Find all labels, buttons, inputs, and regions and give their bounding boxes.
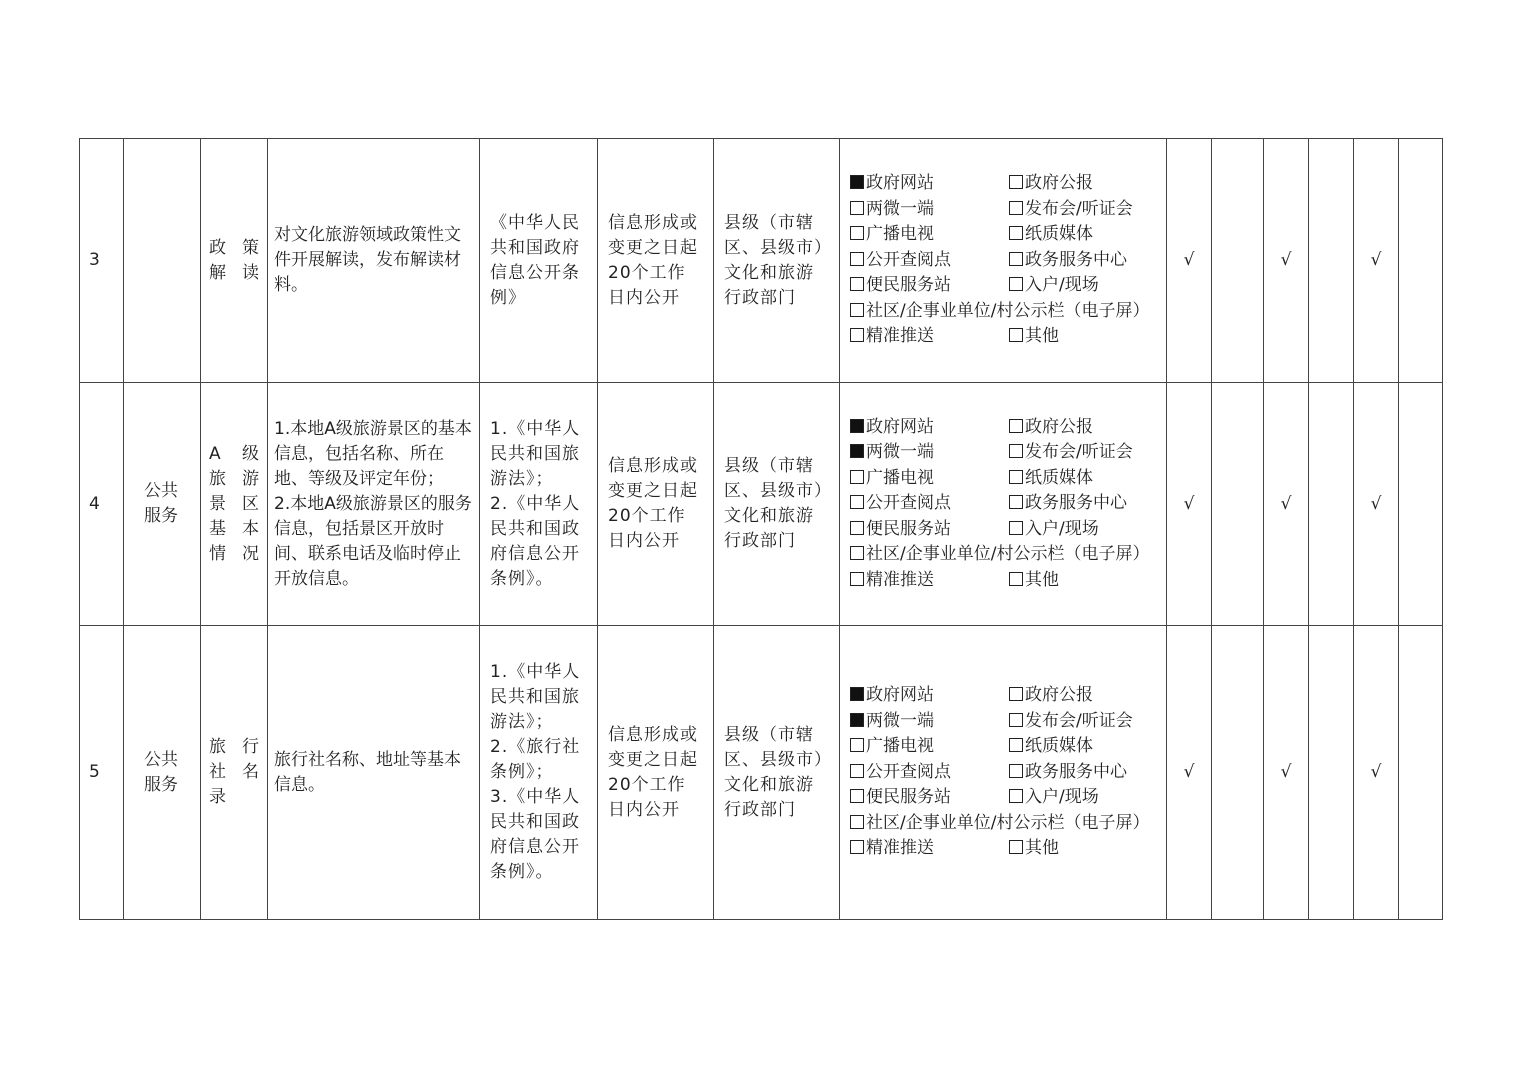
channel-option-gov-gazette [1009,683,1158,709]
channel-label: 入户/现场 [1024,787,1099,808]
channel-option-other [1009,568,1158,594]
channel-row [850,491,1158,517]
timing-cell: 信息形成或变更之日起20个工作日内公开 [598,383,714,626]
channel-label: 发布会/听证会 [1024,442,1133,463]
channel-label: 政务服务中心 [1024,249,1127,270]
checkbox-icon [850,277,864,291]
channel-option-public-read [850,491,1009,517]
table-row [80,626,1443,920]
channel-row [850,324,1158,350]
checkbox-icon [1009,470,1023,484]
channel-option-precise-push [850,836,1009,862]
subject-cell: 县级（市辖区、县级市）文化和旅游行政部门 [714,139,840,383]
category-cell [124,139,201,383]
channel-option-door-to-door [1009,517,1158,543]
check-mark [1399,139,1443,383]
channel-option-gov-site [850,415,1009,441]
channel-option-press-conf [1009,709,1158,735]
channel-label: 便民服务站 [866,275,951,296]
checkbox-icon [850,572,864,586]
channel-label: 精准推送 [866,326,934,347]
channel-option-service-station [850,517,1009,543]
channel-label: 入户/现场 [1024,518,1099,539]
channel-label: 政务服务中心 [1024,761,1127,782]
item-name-line: 解读 [209,262,259,283]
checkbox-icon [850,495,864,509]
channel-option-two-micro [850,709,1009,735]
checkbox-icon [850,303,864,317]
channel-option-service-station [850,273,1009,299]
disclosure-table [79,138,1443,920]
basis-cell: 《中华人民共和国政府信息公开条例》 [480,139,598,383]
item-name-line: 政 策 [209,237,259,258]
channel-row [850,466,1158,492]
checkbox-icon [1009,713,1023,727]
channel-option-gov-site [850,683,1009,709]
seq-cell: 3 [80,139,124,383]
checkbox-icon [1009,521,1023,535]
check-mark [1399,383,1443,626]
channel-label: 政府网站 [866,416,934,437]
channel-label: 社区/企事业单位/村公示栏（电子屏） [866,812,1150,833]
channel-label: 发布会/听证会 [1024,710,1133,731]
channel-label: 政府网站 [866,685,934,706]
checkbox-icon [850,738,864,752]
channel-label: 政务服务中心 [1024,493,1127,514]
check-mark [1399,626,1443,920]
item-name-line: 旅 行 [209,737,259,757]
check-mark [1309,139,1354,383]
channel-row [850,440,1158,466]
item-name-line: 情况 [209,543,259,564]
check-mark [1212,139,1264,383]
channel-label: 社区/企事业单位/村公示栏（电子屏） [866,544,1150,565]
channel-row [850,273,1158,299]
category-text: 公共服务 [144,481,178,526]
channel-label: 便民服务站 [866,518,951,539]
checkbox-icon [1009,252,1023,266]
channel-label: 其他 [1024,838,1059,859]
channel-label: 政府公报 [1024,685,1093,706]
table-row [80,383,1443,626]
channel-row [850,171,1158,197]
channel-row [850,811,1158,837]
checked-box-icon [850,419,864,433]
channel-option-print-media [1009,466,1158,492]
channel-option-service-center [1009,760,1158,786]
channel-option-press-conf [1009,440,1158,466]
channel-option-press-conf [1009,197,1158,223]
check-mark [1212,626,1264,920]
checkbox-icon [850,470,864,484]
check-mark [1212,383,1264,626]
channel-row [850,734,1158,760]
channel-option-two-micro [850,440,1009,466]
item-name-line: 景 区 [209,493,259,514]
channel-row [850,415,1158,441]
channel-label: 社区/企事业单位/村公示栏（电子屏） [866,300,1150,321]
seq-cell: 4 [80,383,124,626]
channel-option-other [1009,324,1158,350]
check-mark [1309,383,1354,626]
channel-option-print-media [1009,734,1158,760]
channel-label: 纸质媒体 [1024,467,1093,488]
channel-option-broadcast [850,222,1009,248]
channel-label: 广播电视 [866,736,934,757]
channel-label: 精准推送 [866,569,934,590]
channel-option-broadcast [850,734,1009,760]
subject-cell: 县级（市辖区、县级市）文化和旅游行政部门 [714,626,840,920]
checkbox-icon [1009,444,1023,458]
channel-row [850,709,1158,735]
channel-row [850,248,1158,274]
checkbox-icon [1009,419,1023,433]
channel-label: 其他 [1024,569,1059,590]
checkbox-icon [850,201,864,215]
content-cell: 旅行社名称、地址等基本信息。 [268,626,480,920]
channel-option-community [850,299,1149,325]
item-name-line: 基 本 [209,518,259,539]
channel-label: 广播电视 [866,224,934,245]
basis-cell: 1.《中华人民共和国旅游法》； 2.《旅行社条例》； 3.《中华人民共和国政府信息公开条例》。 [480,626,598,920]
channel-row [850,517,1158,543]
channel-label: 入户/现场 [1024,275,1099,296]
channel-label: 两微一端 [866,710,934,731]
subject-cell: 县级（市辖区、县级市）文化和旅游行政部门 [714,383,840,626]
channel-option-gov-gazette [1009,171,1158,197]
channel-label: 两微一端 [866,442,934,463]
check-mark: √ [1354,139,1399,383]
check-mark: √ [1264,626,1309,920]
channel-label: 其他 [1024,326,1059,347]
channel-label: 政府网站 [866,173,934,194]
item-name-line: A 级 [209,443,259,464]
channel-label: 政府公报 [1024,173,1093,194]
channel-option-other [1009,836,1158,862]
channel-label: 纸质媒体 [1024,224,1093,245]
channel-row [850,542,1158,568]
channel-label: 发布会/听证会 [1024,198,1133,219]
checkbox-icon [850,521,864,535]
checked-box-icon [850,444,864,458]
check-mark: √ [1167,626,1212,920]
check-mark: √ [1167,383,1212,626]
check-mark: √ [1354,383,1399,626]
channel-option-service-station [850,785,1009,811]
check-mark [1309,626,1354,920]
timing-cell: 信息形成或变更之日起20个工作日内公开 [598,626,714,920]
channel-option-two-micro [850,197,1009,223]
category-cell [124,383,201,626]
checkbox-icon [1009,226,1023,240]
item-name-cell [201,383,268,626]
checkbox-icon [850,764,864,778]
channel-option-gov-site [850,171,1009,197]
check-mark: √ [1264,139,1309,383]
channel-row [850,785,1158,811]
checkbox-icon [1009,201,1023,215]
checkbox-icon [850,840,864,854]
channel-row [850,299,1158,325]
checkbox-icon [1009,495,1023,509]
checkbox-icon [1009,687,1023,701]
checked-box-icon [850,713,864,727]
checkbox-icon [1009,738,1023,752]
checkbox-icon [850,226,864,240]
channel-option-broadcast [850,466,1009,492]
check-mark: √ [1354,626,1399,920]
channels-cell [840,383,1167,626]
channel-option-public-read [850,760,1009,786]
channel-option-precise-push [850,568,1009,594]
channels-cell [840,626,1167,920]
channel-row [850,197,1158,223]
channel-option-service-center [1009,248,1158,274]
channel-option-public-read [850,248,1009,274]
channel-option-gov-gazette [1009,415,1158,441]
basis-cell: 1.《中华人民共和国旅游法》； 2.《中华人民共和国政府信息公开条例》。 [480,383,598,626]
checkbox-icon [850,252,864,266]
item-name-line: 旅 游 [209,468,259,489]
checkbox-icon [1009,277,1023,291]
channel-row [850,683,1158,709]
channel-row [850,836,1158,862]
checkbox-icon [1009,328,1023,342]
checked-box-icon [850,175,864,189]
item-name-line: 录 [209,787,226,807]
channel-option-community [850,811,1149,837]
channel-option-service-center [1009,491,1158,517]
channel-label: 精准推送 [866,838,934,859]
channel-row [850,222,1158,248]
category-cell [124,626,201,920]
channel-label: 广播电视 [866,467,934,488]
item-name-line: 社 名 [209,762,259,782]
checkbox-icon [850,546,864,560]
channel-label: 纸质媒体 [1024,736,1093,757]
channel-option-print-media [1009,222,1158,248]
channels-cell [840,139,1167,383]
checkbox-icon [1009,764,1023,778]
category-text: 公共服务 [144,749,178,795]
channel-row [850,760,1158,786]
checkbox-icon [1009,572,1023,586]
channel-label: 两微一端 [866,198,934,219]
channel-label: 公开查阅点 [866,761,951,782]
channel-row [850,568,1158,594]
channel-label: 公开查阅点 [866,493,951,514]
seq-cell: 5 [80,626,124,920]
checked-box-icon [850,687,864,701]
channel-label: 公开查阅点 [866,249,951,270]
checkbox-icon [850,328,864,342]
check-mark: √ [1167,139,1212,383]
channel-option-community [850,542,1149,568]
channel-option-precise-push [850,324,1009,350]
checkbox-icon [850,789,864,803]
checkbox-icon [1009,789,1023,803]
item-name-cell [201,139,268,383]
checkbox-icon [850,815,864,829]
channel-label: 便民服务站 [866,787,951,808]
channel-option-door-to-door [1009,785,1158,811]
item-name-cell [201,626,268,920]
content-cell: 1.本地A级旅游景区的基本信息，包括名称、所在地、等级及评定年份； 2.本地A级旅游景区的服务信息，包括景区开放时间、联系电话及临时停止开放信息。 [268,383,480,626]
timing-cell: 信息形成或变更之日起20个工作日内公开 [598,139,714,383]
check-mark: √ [1264,383,1309,626]
channel-label: 政府公报 [1024,416,1093,437]
content-cell: 对文化旅游领域政策性文件开展解读，发布解读材料。 [268,139,480,383]
checkbox-icon [1009,840,1023,854]
checkbox-icon [1009,175,1023,189]
table-row [80,139,1443,383]
channel-option-door-to-door [1009,273,1158,299]
